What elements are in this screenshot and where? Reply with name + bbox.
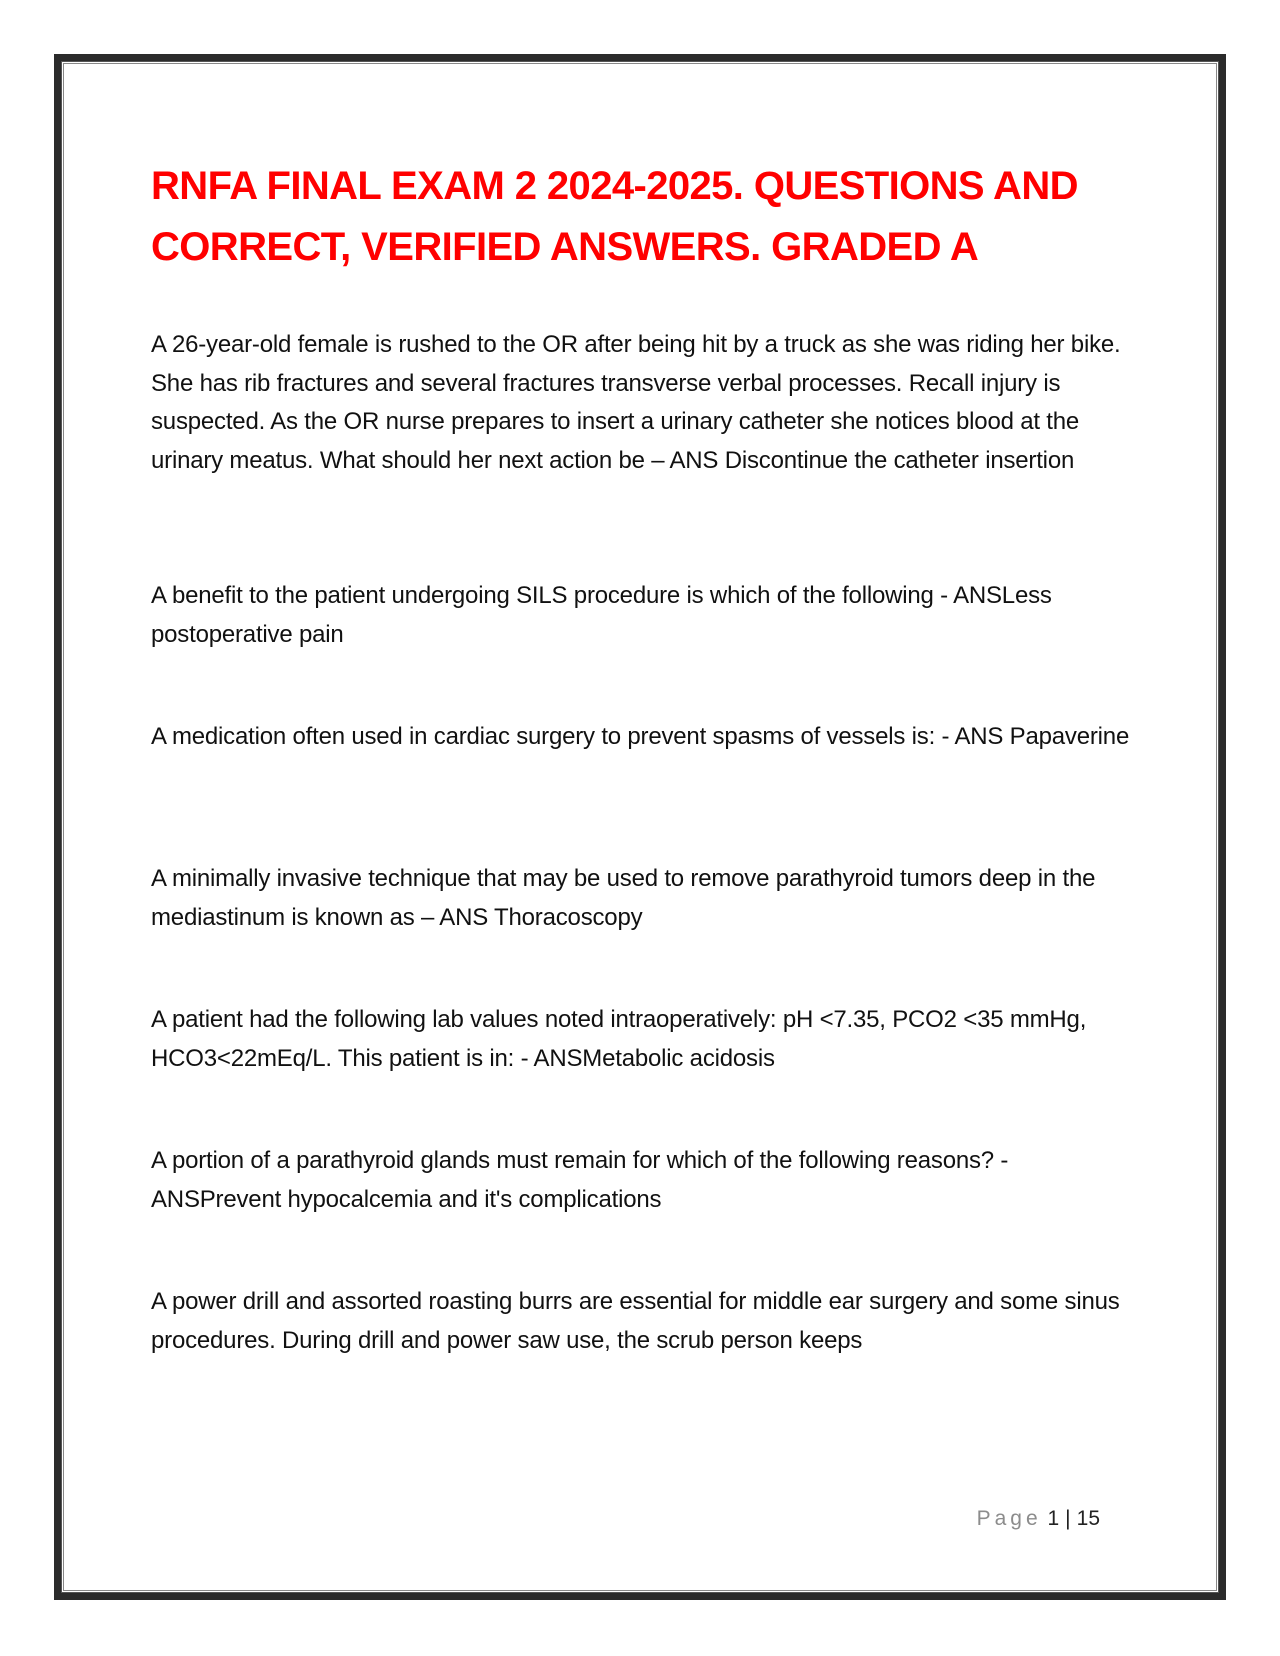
total-pages: 15 [1076,1507,1100,1530]
qa-entry-7: A power drill and assorted roasting burrs are essential for middle ear surgery and some sinus procedures. During drill and power saw use, the scrub person keeps [151,1288,1120,1354]
qa-entry-3: A medication often used in cardiac surgery to prevent spasms of vessels is: - ANS Papaverine [151,723,1130,750]
page-footer [820,1504,1100,1534]
qa-entry-5: A patient had the following lab values noted intraoperatively: pH <7.35, PCO2 <35 mmHg, HCO3<22mEq/L. This patient is in: - ANSMetabolic acidosis [151,1006,1087,1072]
page-number: 1 [1047,1507,1060,1530]
document-title: RNFA FINAL EXAM 2 2024-2025. QUESTIONS AND CORRECT, VERIFIED ANSWERS. GRADED A [151,164,1078,269]
qa-entry-4: A minimally invasive technique that may be used to remove parathyroid tumors deep in the mediastinum is known as – ANS Thoracoscopy [151,865,1096,931]
qa-entry-6: A portion of a parathyroid glands must remain for which of the following reasons? - ANSPrevent hypocalcemia and it's complications [151,1147,1009,1213]
qa-entry-1: A 26-year-old female is rushed to the OR after being hit by a truck as she was riding her bike. She has rib fractures and several fractures transverse verbal processes. Recall injury is suspected. As the OR nurse prepares to insert a urinary catheter she notices blood at the urinary meatus. What should her next action be – ANS Discontinue the catheter insertion [151,331,1121,474]
page-separator: | [1065,1507,1071,1530]
qa-entry-2: A benefit to the patient undergoing SILS procedure is which of the following - ANSLess postoperative pain [151,582,1052,648]
page-border [54,54,1226,1600]
page-label: Page [976,1507,1042,1530]
